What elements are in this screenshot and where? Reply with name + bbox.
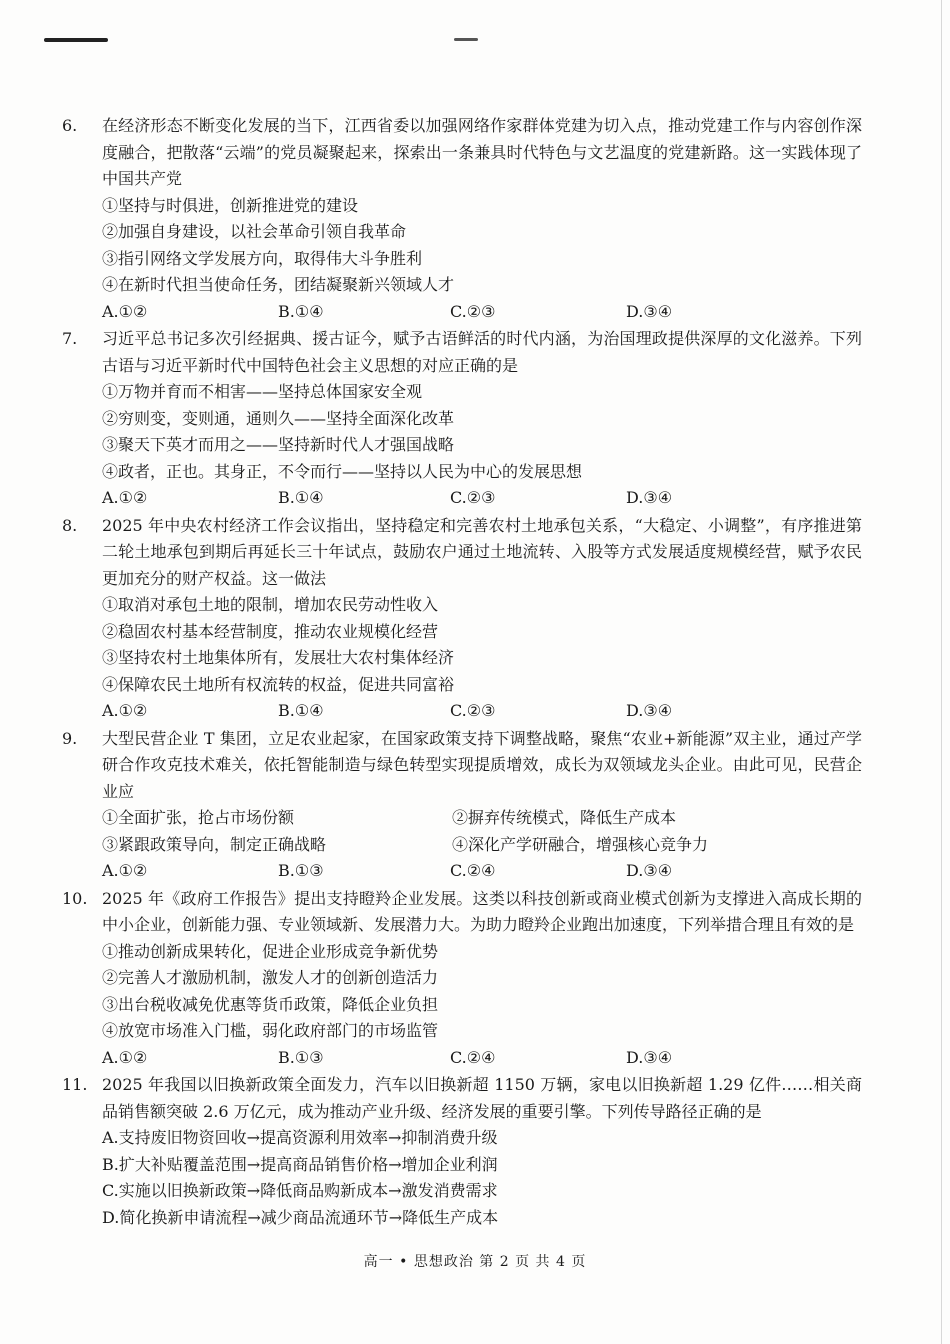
page-footer: 高一 • 思想政治 第 2 页 共 4 页: [363, 1254, 587, 1270]
statement-option: ③指引网络文学发展方向，取得伟大斗争胜利: [102, 248, 423, 268]
choice-a: A.①②: [102, 861, 148, 880]
choice-a: A.①②: [102, 488, 148, 507]
page-edge: [941, 0, 942, 1344]
statement-option: ④在新时代担当使命任务，团结凝聚新兴领域人才: [102, 275, 455, 294]
statement-option: ③聚天下英才而用之——坚持新时代人才强国战略: [102, 435, 455, 454]
question-10: [62, 886, 862, 1072]
statement-option: ①万物并育而不相害——坚持总体国家安全观: [102, 382, 423, 401]
choice-d: D.③④: [626, 861, 673, 880]
question-stem: 习近平总书记多次引经据典、援古证今，赋予古语鲜活的时代内涵，为治国理政提供深厚的文化滋养。下列古语与习近平新时代中国特色社会主义思想的对应正确的是: [102, 329, 862, 375]
answer-choices: [102, 485, 862, 512]
choice-c: C.实施以旧换新政策→降低商品购新成本→激发消费需求: [102, 1181, 498, 1200]
statement-option: ④放宽市场准入门槛，弱化政府部门的市场监管: [102, 1021, 439, 1040]
choice-a: A.①②: [102, 301, 148, 321]
choice-b: B.①④: [278, 301, 324, 321]
question-number: 8.: [62, 515, 78, 535]
choice-c: C.②④: [450, 1047, 496, 1067]
choice-a: A.①②: [102, 701, 148, 720]
statement-option: ②摒弃传统模式，降低生产成本: [452, 808, 677, 827]
statement-option: ①全面扩张，抢占市场份额: [102, 808, 295, 827]
choice-a: A.①②: [102, 1047, 148, 1067]
question-number: 11.: [62, 1075, 88, 1094]
statement-option: ①推动创新成果转化，促进企业形成竞争新优势: [102, 941, 439, 961]
choice-c: C.②③: [450, 701, 496, 720]
question-number: 7.: [62, 329, 78, 348]
question-8: [62, 513, 862, 725]
question-number: 6.: [62, 116, 78, 135]
choice-d: D.③④: [626, 301, 673, 321]
question-number: 10.: [62, 888, 88, 908]
statement-option: ③出台税收减免优惠等货币政策，降低企业负担: [102, 994, 439, 1014]
choice-b: B.①④: [278, 701, 324, 720]
question-stem: 2025 年我国以旧换新政策全面发力，汽车以旧换新超 1150 万辆，家电以旧换新超 1.29 亿件……相关商品销售额突破 2.6 万亿元，成为推动产业升级、经济发展的重要引擎。下列传导路径正确的是: [102, 1075, 862, 1121]
question-7: [62, 326, 862, 512]
choice-c: C.②③: [450, 301, 496, 321]
answer-choices: [102, 1045, 862, 1072]
statement-option: ④保障农民土地所有权流转的权益，促进共同富裕: [102, 674, 455, 694]
question-number: 9.: [62, 728, 78, 748]
choice-c: C.②④: [450, 861, 496, 880]
choice-c: C.②③: [450, 488, 496, 507]
statement-option: ②完善人才激励机制，激发人才的创新创造活力: [102, 968, 439, 987]
question-stem: 大型民营企业 T 集团，立足农业起家，在国家政策支持下调整战略，聚焦“农业+新能源”双主业，通过产学研合作攻克技术难关，依托智能制造与绿色转型实现提质增效，成长为双领域龙头企业。由此可见，民营企业应: [102, 728, 862, 801]
question-stem: 在经济形态不断变化发展的当下，江西省委以加强网络作家群体党建为切入点，推动党建工作与内容创作深度融合，把散落“云端”的党员凝聚起来，探索出一条兼具时代特色与文艺温度的党建新路。这一实践体现了中国共产党: [102, 116, 862, 188]
choice-b: B.扩大补贴覆盖范围→提高商品销售价格→增加企业利润: [102, 1154, 498, 1174]
statement-option-row: [102, 832, 862, 859]
choice-d: D.简化换新申请流程→减少商品流通环节→降低生产成本: [102, 1207, 499, 1227]
choice-d: D.③④: [626, 1047, 673, 1067]
statement-option: ④深化产学研融合，增强核心竞争力: [452, 834, 709, 854]
statement-option: ②穷则变，变则通，通则久——坚持全面深化改革: [102, 408, 455, 428]
choice-b: B.①③: [278, 861, 324, 880]
statement-option: ①坚持与时俱进，创新推进党的建设: [102, 195, 359, 215]
question-stem: 2025 年《政府工作报告》提出支持瞪羚企业发展。这类以科技创新或商业模式创新为支撑进入高成长期的中小企业，创新能力强、专业领域新、发展潜力大。为助力瞪羚企业跑出加速度，下列举措合理且有效的是: [102, 888, 862, 934]
answer-choices: [102, 858, 862, 885]
question-11: [62, 1072, 862, 1231]
statement-option: ③紧跟政策导向，制定正确战略: [102, 834, 327, 854]
choice-b: B.①④: [278, 488, 324, 507]
statement-option: ②加强自身建设，以社会革命引领自我革命: [102, 222, 407, 241]
choice-d: D.③④: [626, 701, 673, 720]
choice-d: D.③④: [626, 488, 673, 507]
statement-option-row: [102, 805, 862, 832]
statement-option: ④政者，正也。其身正，不令而行——坚持以人民为中心的发展思想: [102, 461, 583, 481]
question-stem: 2025 年中央农村经济工作会议指出，坚持稳定和完善农村土地承包关系，“大稳定、小调整”，有序推进第二轮土地承包到期后再延长三十年试点，鼓励农户通过土地流转、入股等方式发展适度规模经营，赋予农民更加充分的财产权益。这一做法: [102, 515, 862, 588]
choice-a: A.支持废旧物资回收→提高资源利用效率→抑制消费升级: [102, 1128, 498, 1147]
choice-b: B.①③: [278, 1047, 324, 1067]
statement-option: ①取消对承包土地的限制，增加农民劳动性收入: [102, 595, 439, 614]
scan-mark: [44, 38, 108, 42]
answer-choices: [102, 299, 862, 326]
scan-mark: [454, 38, 478, 41]
question-list: [62, 113, 862, 1231]
question-6: [62, 113, 862, 325]
answer-choices: [102, 698, 862, 725]
question-9: [62, 726, 862, 885]
statement-option: ③坚持农村土地集体所有，发展壮大农村集体经济: [102, 648, 455, 667]
statement-option: ②稳固农村基本经营制度，推动农业规模化经营: [102, 621, 439, 641]
